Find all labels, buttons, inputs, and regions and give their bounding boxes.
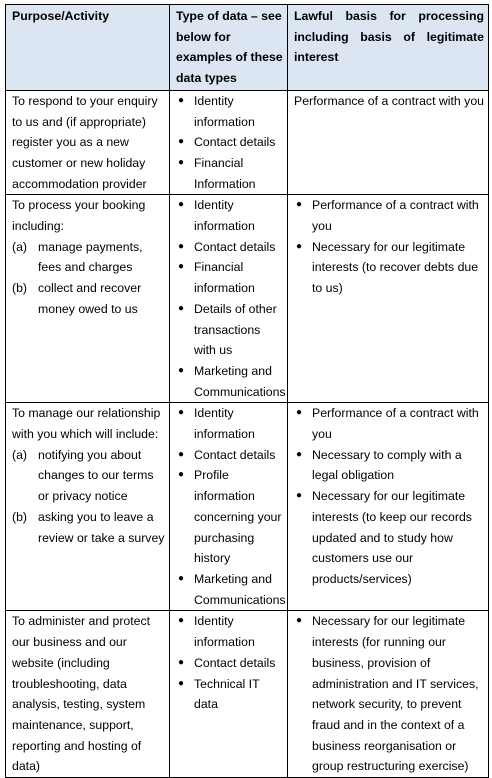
header-row <box>6 5 489 91</box>
data-type-item <box>176 91 283 132</box>
data-type-item <box>176 465 283 569</box>
bullet-icon: ● <box>178 364 185 376</box>
data-processing-table <box>5 4 489 778</box>
data-type-item <box>176 153 283 194</box>
bullet-icon: ● <box>178 156 185 168</box>
purpose-subitem <box>12 237 165 278</box>
lawful-basis-item-text: Necessary for our legitimate interests (for running our business, provision of administration and IT services, network security, to prevent fraud and in the context of a business reorganisation or group restructuring exercise) <box>312 614 479 774</box>
lawful-basis-cell <box>288 195 489 403</box>
bullet-icon: ● <box>178 302 185 314</box>
bullet-icon: ● <box>178 136 185 148</box>
data-types-list <box>176 403 286 610</box>
data-type-item <box>176 674 283 715</box>
data-type-item <box>176 195 283 236</box>
purpose-text: To administer and protect our business and our website (including troubleshooting, data analysis, testing, system maintenance, support, reporting and hosting of data) <box>12 614 151 774</box>
table-row <box>6 403 489 611</box>
data-type-item <box>176 299 283 361</box>
data-type-text: Contact details <box>194 135 276 150</box>
data-types-list <box>176 195 286 402</box>
data-type-item <box>176 653 283 674</box>
bullet-icon: ● <box>178 615 185 627</box>
lawful-basis-item-text: Performance of a contract with you <box>312 406 479 442</box>
purpose-cell <box>6 195 170 403</box>
lawful-basis-list <box>294 403 484 589</box>
bullet-icon: ● <box>296 199 303 211</box>
data-type-item <box>176 445 283 466</box>
bullet-icon: ● <box>178 448 185 460</box>
bullet-icon: ● <box>178 261 185 273</box>
subitem-text: collect and recover money owed to us <box>38 281 142 316</box>
lawful-basis-cell <box>288 403 489 611</box>
data-type-item <box>176 132 283 153</box>
bullet-icon: ● <box>296 407 303 419</box>
table-row <box>6 90 489 195</box>
data-type-text: Contact details <box>194 239 276 254</box>
data-type-text: Contact details <box>194 447 276 462</box>
bullet-icon: ● <box>296 615 303 627</box>
purpose-cell <box>6 403 170 611</box>
purpose-text: To respond to your enquiry to us and (if appropriate) register you as a new customer or new holiday accommodation provider <box>12 93 158 191</box>
table-row <box>6 195 489 403</box>
purpose-subitem <box>12 278 165 319</box>
data-types-cell <box>170 90 288 195</box>
lawful-basis-item-text: Performance of a contract with you <box>312 198 479 234</box>
data-types-list <box>176 611 283 715</box>
data-type-text: Marketing and Communications <box>194 571 286 607</box>
data-types-cell <box>170 403 288 611</box>
data-type-text: Identity information <box>194 198 255 234</box>
purpose-text: To process your booking including: <box>12 198 146 234</box>
bullet-icon: ● <box>296 448 303 460</box>
data-type-text: Details of other transactions with us <box>194 301 277 358</box>
lawful-basis-cell <box>288 90 489 195</box>
purpose-subitem <box>12 445 165 507</box>
data-type-text: Profile information concerning your purchasing history <box>194 468 282 566</box>
data-type-text: Identity information <box>194 406 255 442</box>
bullet-icon: ● <box>178 572 185 584</box>
data-type-item <box>176 569 286 610</box>
purpose-cell <box>6 611 170 778</box>
lawful-basis-list <box>294 195 484 299</box>
lawful-basis-cell <box>288 611 489 778</box>
data-type-text: Identity information <box>194 614 255 650</box>
lawful-basis-item <box>294 237 484 299</box>
data-type-item <box>176 403 283 444</box>
header-lawful-basis: Lawful basis for processing including basis of legitimate interest <box>288 5 489 91</box>
purpose-text: To manage our relationship with you which will include: <box>12 406 161 442</box>
bullet-icon: ● <box>178 94 185 106</box>
subitem-label: (a) <box>12 447 28 462</box>
bullet-icon: ● <box>178 656 185 668</box>
lawful-basis-item <box>294 445 484 486</box>
lawful-basis-item-text: Necessary for our legitimate interests (to keep our records updated and to study how customers use our products/services) <box>312 489 472 586</box>
bullet-icon: ● <box>178 199 185 211</box>
data-type-item <box>176 237 283 258</box>
lawful-basis-item-text: Necessary to comply with a legal obligation <box>312 447 462 483</box>
data-type-item <box>176 361 286 402</box>
data-type-text: Financial Information <box>194 155 256 191</box>
table-body <box>6 90 489 777</box>
data-type-text: Technical IT data <box>194 676 260 712</box>
lawful-basis-item <box>294 486 484 590</box>
data-type-text: Identity information <box>194 93 255 129</box>
data-types-cell <box>170 195 288 403</box>
data-types-cell <box>170 611 288 778</box>
table-row <box>6 611 489 778</box>
subitem-text: manage payments, fees and charges <box>38 239 143 275</box>
header-purpose: Purpose/Activity <box>6 5 170 91</box>
bullet-icon: ● <box>296 240 303 252</box>
bullet-icon: ● <box>178 677 185 689</box>
bullet-icon: ● <box>178 240 185 252</box>
data-type-item <box>176 257 283 298</box>
purpose-cell <box>6 90 170 195</box>
lawful-basis-item <box>294 195 484 236</box>
lawful-basis-item <box>294 403 484 444</box>
subitem-text: notifying you about changes to our terms or privacy notice <box>38 447 154 504</box>
subitem-label: (b) <box>12 281 28 296</box>
data-type-item <box>176 611 283 652</box>
purpose-subitem <box>12 507 165 548</box>
subitem-label: (b) <box>12 509 28 524</box>
bullet-icon: ● <box>178 407 185 419</box>
subitem-text: asking you to leave a review or take a survey <box>38 509 165 545</box>
data-types-list <box>176 91 283 195</box>
lawful-basis-text: Performance of a contract with you <box>294 93 485 108</box>
bullet-icon: ● <box>178 469 185 481</box>
subitem-label: (a) <box>12 239 28 254</box>
bullet-icon: ● <box>296 490 303 502</box>
lawful-basis-item <box>294 611 484 777</box>
data-type-text: Financial information <box>194 260 255 296</box>
lawful-basis-item-text: Necessary for our legitimate interests (to recover debts due to us) <box>312 239 479 296</box>
data-type-text: Contact details <box>194 655 276 670</box>
data-type-text: Marketing and Communications <box>194 363 286 399</box>
header-type-of-data: Type of data – see below for examples of these data types <box>170 5 288 91</box>
lawful-basis-list <box>294 611 484 777</box>
